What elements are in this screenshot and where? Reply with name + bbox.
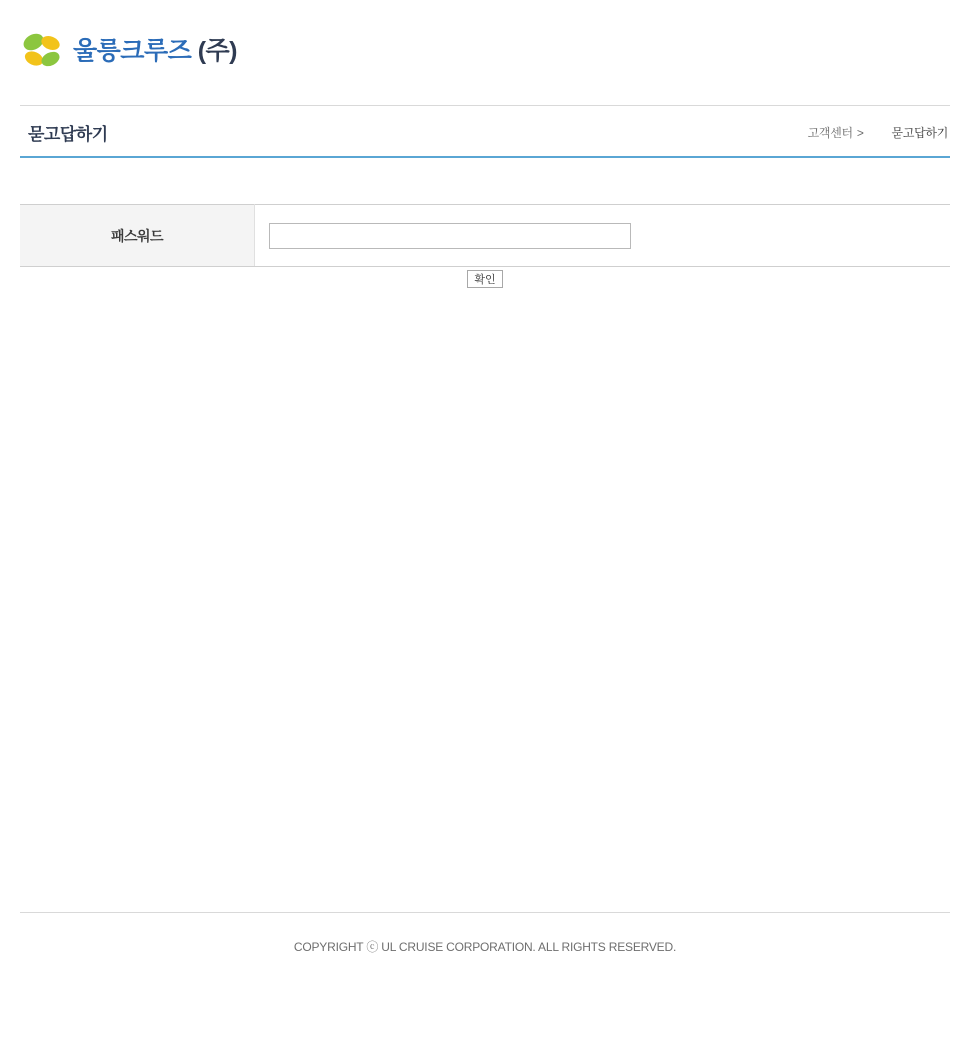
submit-row: [20, 270, 950, 288]
password-table: [20, 204, 950, 267]
password-label: 패스워드: [20, 205, 255, 267]
password-input[interactable]: [269, 223, 631, 249]
logo-text: [73, 36, 238, 65]
submit-button[interactable]: 확인: [467, 270, 502, 288]
logo[interactable]: [21, 28, 237, 74]
logo-text-secondary: (주): [191, 36, 238, 65]
site-header: [0, 0, 970, 105]
password-form: [20, 204, 950, 267]
page-title: 묻고답하기: [28, 125, 108, 144]
breadcrumb: [808, 124, 948, 141]
page-titlebar: [20, 105, 950, 158]
breadcrumb-current: 묻고답하기: [891, 126, 948, 140]
password-field-cell: [255, 205, 951, 267]
copyright-text: COPYRIGHT ⓒ UL CRUISE CORPORATION. ALL RIGHTS RESERVED.: [293, 940, 677, 954]
breadcrumb-parent[interactable]: 고객센터: [807, 126, 853, 140]
logo-text-primary: 울릉크루즈: [73, 36, 192, 65]
footer-divider: [20, 912, 950, 913]
pinwheel-flower-logo-icon: [21, 30, 63, 72]
table-row: [20, 205, 950, 267]
breadcrumb-separator-icon: >: [856, 125, 864, 140]
